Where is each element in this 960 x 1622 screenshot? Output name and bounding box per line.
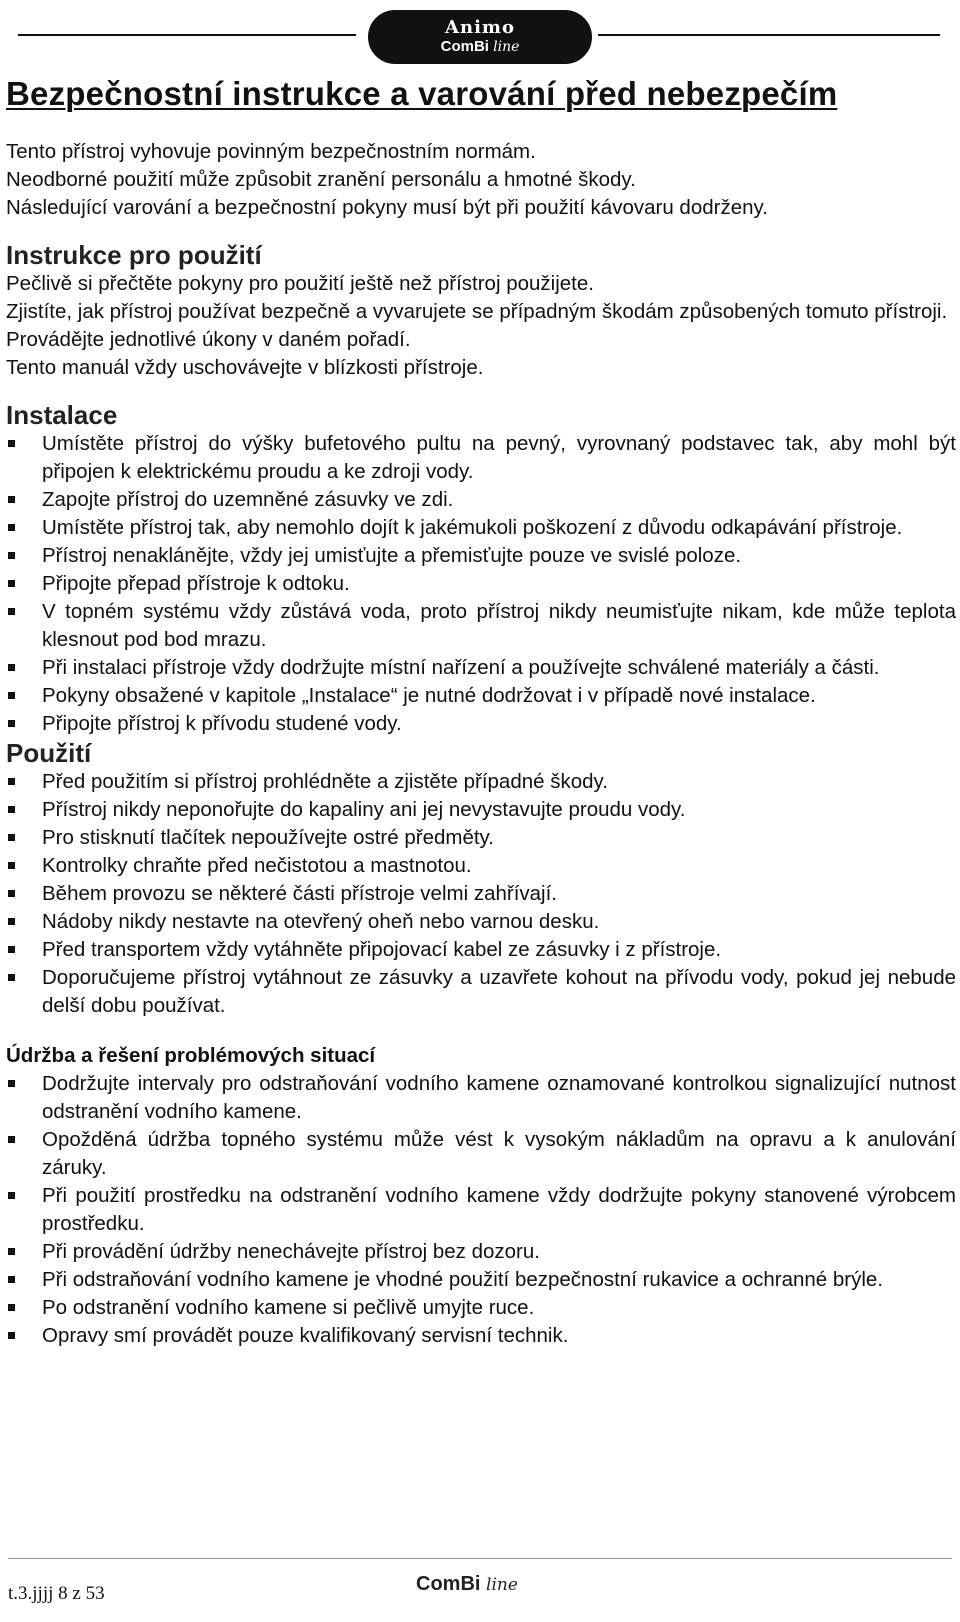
list-item: Při instalaci přístroje vždy dodržujte místní nařízení a používejte schválené materiály a části.	[6, 654, 956, 682]
combi-line-logo: ComBi line	[416, 1573, 518, 1595]
usage-list	[6, 768, 956, 1020]
maintenance-section	[6, 1042, 956, 1350]
page-number: t.3.jjjj 8 z 53	[8, 1583, 105, 1604]
footer-rule	[8, 1558, 952, 1559]
list-item: Připojte přístroj k přívodu studené vody.	[6, 710, 956, 738]
page-header	[0, 0, 960, 70]
installation-list	[6, 430, 956, 738]
maintenance-list	[6, 1070, 956, 1350]
list-item: Umístěte přístroj tak, aby nemohlo dojít k jakémukoli poškození z důvodu odkapávání přístroje.	[6, 514, 956, 542]
instructions-line: Zjistíte, jak přístroj používat bezpečně a vyvarujete se případným škodám způsobených tomuto přístroji.	[6, 300, 948, 323]
list-item: Opravy smí provádět pouze kvalifikovaný servisní technik.	[6, 1322, 956, 1350]
intro-line: Následující varování a bezpečnostní pokyny musí být při použití kávovaru dodrženy.	[6, 196, 768, 219]
list-item: Nádoby nikdy nestavte na otevřený oheň nebo varnou desku.	[6, 908, 956, 936]
usage-heading: Použití	[6, 738, 92, 768]
list-item: Před transportem vždy vytáhněte připojovací kabel ze zásuvky i z přístroje.	[6, 936, 956, 964]
instructions-line: Tento manuál vždy uschovávejte v blízkosti přístroje.	[6, 356, 484, 379]
list-item: V topném systému vždy zůstává voda, proto přístroj nikdy neumisťujte nikam, kde může teplota klesnout pod bod mrazu.	[6, 598, 956, 654]
list-item: Umístěte přístroj do výšky bufetového pultu na pevný, vyrovnaný podstavec tak, aby mohl být připojen k elektrickému proudu a ke zdroji vody.	[6, 430, 956, 486]
list-item: Během provozu se některé části přístroje velmi zahřívají.	[6, 880, 956, 908]
installation-heading: Instalace	[6, 400, 118, 430]
list-item: Doporučujeme přístroj vytáhnout ze zásuvky a uzavřete kohout na přívodu vody, pokud jej nebude delší dobu používat.	[6, 964, 956, 1020]
maintenance-heading: Údržba a řešení problémových situací	[6, 1044, 376, 1067]
instructions-section	[6, 240, 956, 382]
list-item: Při odstraňování vodního kamene je vhodné použití bezpečnostní rukavice a ochranné brýle.	[6, 1266, 956, 1294]
page-footer	[0, 1555, 960, 1622]
instructions-line: Provádějte jednotlivé úkony v daném pořadí.	[6, 328, 411, 351]
list-item: Při provádění údržby nenechávejte přístroj bez dozoru.	[6, 1238, 956, 1266]
page-title: Bezpečnostní instrukce a varování před nebezpečím	[6, 75, 838, 112]
logo-brand-animo: Animo	[445, 17, 515, 38]
list-item: Po odstranění vodního kamene si pečlivě umyjte ruce.	[6, 1294, 956, 1322]
list-item: Kontrolky chraňte před nečistotou a mastnotou.	[6, 852, 956, 880]
usage-section	[6, 738, 956, 1020]
list-item: Připojte přepad přístroje k odtoku.	[6, 570, 956, 598]
animo-combi-logo	[368, 10, 592, 64]
instructions-line: Pečlivě si přečtěte pokyny pro použití ještě než přístroj použijete.	[6, 272, 594, 295]
intro-line: Tento přístroj vyhovuje povinným bezpečnostním normám.	[6, 140, 536, 163]
list-item: Pro stisknutí tlačítek nepoužívejte ostré předměty.	[6, 824, 956, 852]
header-rule-left	[18, 34, 356, 36]
list-item: Zapojte přístroj do uzemněné zásuvky ve zdi.	[6, 486, 956, 514]
installation-section	[6, 400, 956, 738]
list-item: Opožděná údržba topného systému může vést k vysokým nákladům na opravu a k anulování záruky.	[6, 1126, 956, 1182]
document-body	[6, 70, 956, 1350]
intro-line: Neodborné použití může způsobit zranění personálu a hmotné škody.	[6, 168, 636, 191]
list-item: Dodržujte intervaly pro odstraňování vodního kamene oznamované kontrolkou signalizující nutnost odstranění vodního kamene.	[6, 1070, 956, 1126]
intro-section	[6, 138, 956, 222]
instructions-heading: Instrukce pro použití	[6, 240, 262, 270]
header-rule-right	[598, 34, 940, 36]
list-item: Při použití prostředku na odstranění vodního kamene vždy dodržujte pokyny stanovené výrobcem prostředku.	[6, 1182, 956, 1238]
list-item: Přístroj nikdy neponořujte do kapaliny ani jej nevystavujte proudu vody.	[6, 796, 956, 824]
list-item: Pokyny obsažené v kapitole „Instalace“ je nutné dodržovat i v případě nové instalace.	[6, 682, 956, 710]
list-item: Před použitím si přístroj prohlédněte a zjistěte případné škody.	[6, 768, 956, 796]
list-item: Přístroj nenaklánějte, vždy jej umisťujte a přemisťujte pouze ve svislé poloze.	[6, 542, 956, 570]
logo-brand-combi: ComBi line	[440, 38, 520, 55]
